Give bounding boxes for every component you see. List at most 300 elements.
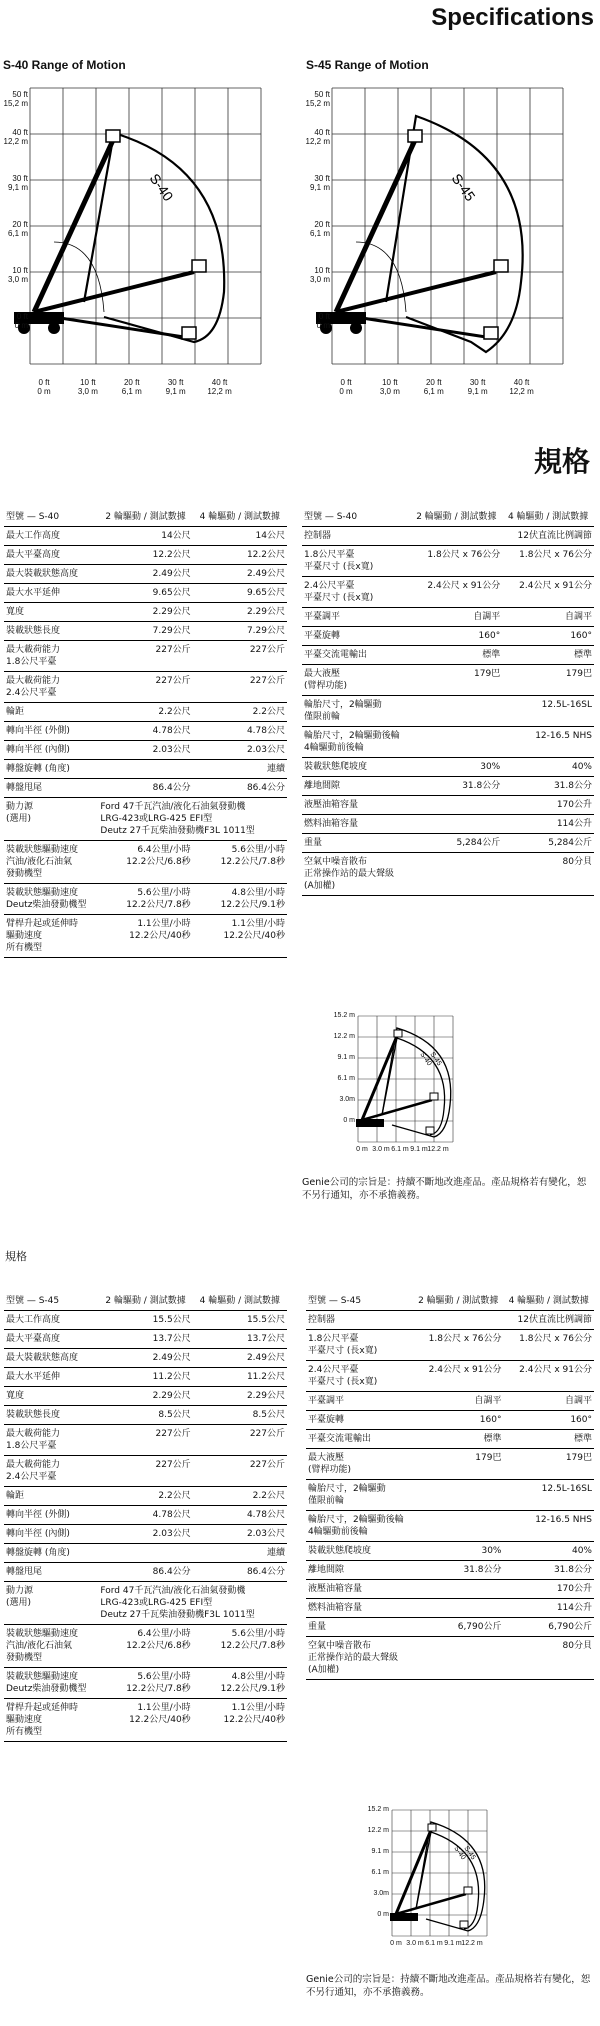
spec-value: 80分貝 — [413, 1637, 594, 1680]
y-tick-m: 3,0 m — [7, 275, 28, 284]
y-tick-label — [302, 174, 330, 192]
y-tick-ft: 10 ft — [314, 266, 330, 275]
platform-basket — [394, 1030, 402, 1037]
spec-label: 控制器 — [302, 527, 410, 546]
y-tick-ft: 20 ft — [12, 220, 28, 229]
chart-title-s40: S-40 Range of Motion — [3, 58, 126, 72]
spec-row — [302, 777, 594, 796]
platform-basket — [192, 260, 206, 272]
spec-value: 12-16.5 NHS — [413, 1511, 594, 1542]
spec-value: 5.6公里/小時 12.2公尺/7.8秒 — [98, 1668, 192, 1699]
spec-label: 臂桿升起或延伸時 驅動速度 所有機型 — [4, 1699, 98, 1742]
spec-row — [302, 546, 594, 577]
y-tick-ft: 0 ft — [318, 312, 330, 321]
platform-basket — [494, 260, 508, 272]
spec-row — [4, 1368, 287, 1387]
mini-y-tick: 9.1 m — [371, 1848, 389, 1855]
y-tick-m: 12,2 m — [305, 137, 330, 146]
x-tick-m: 12,2 m — [509, 387, 534, 396]
spec-row — [302, 758, 594, 777]
spec-label: 平臺旋轉 — [306, 1411, 413, 1430]
spec-row — [4, 565, 287, 584]
spec-value: 227公斤 — [98, 1425, 192, 1456]
spec-label: 平臺調平 — [306, 1392, 413, 1411]
spec-label: 最大載荷能力 2.4公尺平臺 — [4, 672, 98, 703]
column-header: 2 輪驅動 / 測試數據 — [98, 1292, 192, 1311]
mini-y-tick: 0 m — [377, 1911, 389, 1918]
mini-x-tick: 3.0 m — [406, 1940, 424, 1947]
spec-row — [4, 1625, 287, 1668]
spec-value: 2.4公尺 x 91公分 — [502, 577, 594, 608]
mini-x-tick: 9.1 m — [410, 1146, 428, 1153]
boom-horizontal — [396, 1894, 466, 1914]
spec-label: 輪胎尺寸，2輪驅動後輪 4輪驅動前後輪 — [302, 727, 410, 758]
spec-row — [302, 696, 594, 727]
y-tick-m: 12,2 m — [3, 137, 28, 146]
spec-value: 11.2公尺 — [193, 1368, 287, 1387]
spec-value: 12.5L-16SL — [413, 1480, 594, 1511]
y-tick-ft: 40 ft — [12, 128, 28, 137]
platform-basket — [430, 1093, 438, 1100]
spec-row — [306, 1392, 594, 1411]
platform-basket — [182, 327, 196, 339]
boom-horizontal — [34, 272, 194, 312]
spec-value: 2.49公尺 — [193, 1349, 287, 1368]
mini-y-tick: 12.2 m — [333, 1033, 355, 1040]
spec-row — [4, 841, 287, 884]
spec-value: 自調平 — [413, 1392, 503, 1411]
y-tick-m: 9,1 m — [7, 183, 28, 192]
spec-row — [4, 779, 287, 798]
spec-row — [302, 796, 594, 815]
spec-label: 轉向半徑 (外側) — [4, 722, 98, 741]
range-chart-svg — [0, 0, 290, 420]
spec-label: 最大載荷能力 1.8公尺平臺 — [4, 1425, 98, 1456]
spec-value: 7.29公尺 — [193, 622, 287, 641]
spec-value: 2.29公尺 — [98, 603, 192, 622]
y-tick-m: 3,0 m — [309, 275, 330, 284]
range-chart-s45 — [302, 0, 592, 420]
y-tick-label — [302, 128, 330, 146]
spec-label: 寬度 — [4, 1387, 98, 1406]
spec-value: 12伏直流比例調節 — [410, 527, 594, 546]
machine-base — [390, 1913, 418, 1921]
spec-table-s40-extra — [302, 508, 594, 896]
column-header: 4 輪驅動 / 測試數據 — [502, 508, 594, 527]
spec-value: 11.2公尺 — [98, 1368, 192, 1387]
spec-value: 4.78公尺 — [98, 1506, 192, 1525]
column-model: 型號 — S-40 — [4, 508, 98, 527]
spec-row — [302, 608, 594, 627]
section-label-zh: 規格 — [5, 1250, 27, 1263]
spec-label: 最大液壓 (臂桿功能) — [302, 665, 410, 696]
mini-model-label: S-45 — [462, 1845, 477, 1862]
spec-value: 1.1公里/小時 12.2公尺/40秒 — [193, 915, 287, 958]
mini-range-chart-2 — [356, 1802, 506, 1962]
spec-value: 標準 — [503, 1430, 594, 1449]
spec-label: 平臺旋轉 — [302, 627, 410, 646]
section-title-zh: 規格 — [533, 445, 590, 478]
motion-envelope — [386, 116, 523, 352]
x-tick-m: 9,1 m — [467, 387, 488, 396]
spec-value: 1.8公尺 x 76公分 — [502, 546, 594, 577]
spec-value: 2.49公尺 — [193, 565, 287, 584]
spec-row — [306, 1361, 594, 1392]
spec-label: 臂桿升起或延伸時 驅動速度 所有機型 — [4, 915, 98, 958]
x-tick-m: 0 m — [37, 387, 51, 396]
spec-value: 14公尺 — [98, 527, 192, 546]
spec-value: 6,790公斤 — [413, 1618, 503, 1637]
y-tick-m: 15,2 m — [305, 99, 330, 108]
spec-row — [4, 884, 287, 915]
spec-value: 4.8公里/小時 12.2公尺/9.1秒 — [193, 1668, 287, 1699]
spec-row — [302, 646, 594, 665]
x-tick-ft: 30 ft — [469, 378, 486, 387]
mini-x-tick: 12.2 m — [461, 1940, 483, 1947]
spec-label: 最大裝載狀態高度 — [4, 1349, 98, 1368]
spec-label: 最大平臺高度 — [4, 546, 98, 565]
spec-row — [4, 1349, 287, 1368]
spec-value: 1.1公里/小時 12.2公尺/40秒 — [98, 1699, 192, 1742]
y-tick-label — [302, 220, 330, 238]
spec-row — [302, 627, 594, 646]
spec-row — [302, 834, 594, 853]
spec-value: 227公斤 — [193, 672, 287, 703]
spec-value: 160° — [502, 627, 594, 646]
mini-x-tick: 0 m — [390, 1940, 402, 1947]
y-tick-m: 0 m — [14, 321, 28, 330]
spec-value: 114公升 — [413, 1599, 594, 1618]
spec-value: 30% — [410, 758, 502, 777]
spec-label: 平臺交流電輸出 — [302, 646, 410, 665]
spec-value: 9.65公尺 — [98, 584, 192, 603]
page-title: Specifications — [431, 4, 594, 31]
spec-value: 12-16.5 NHS — [410, 727, 594, 758]
chart-model-label: S-40 — [146, 170, 177, 204]
spec-value: 179巴 — [503, 1449, 594, 1480]
platform-basket — [484, 327, 498, 339]
spec-value: 40% — [502, 758, 594, 777]
column-header: 4 輪驅動 / 測試數據 — [503, 1292, 594, 1311]
x-tick-m: 6,1 m — [423, 387, 444, 396]
spec-row — [4, 603, 287, 622]
spec-label: 轉向半徑 (內側) — [4, 1525, 98, 1544]
spec-label: 平臺交流電輸出 — [306, 1430, 413, 1449]
y-tick-label — [302, 266, 330, 284]
mini-x-tick: 9.1 m — [444, 1940, 462, 1947]
column-header: 2 輪驅動 / 測試數據 — [98, 508, 192, 527]
platform-basket — [464, 1887, 472, 1894]
y-tick-ft: 50 ft — [12, 90, 28, 99]
column-model: 型號 — S-40 — [302, 508, 410, 527]
spec-value: 31.8公分 — [503, 1561, 594, 1580]
spec-value: 170公升 — [413, 1580, 594, 1599]
spec-label: 寬度 — [4, 603, 98, 622]
spec-value: 5.6公里/小時 12.2公尺/7.8秒 — [98, 884, 192, 915]
x-tick-m: 6,1 m — [121, 387, 142, 396]
spec-label: 轉向半徑 (外側) — [4, 1506, 98, 1525]
spec-row — [4, 703, 287, 722]
mini-x-tick: 12.2 m — [427, 1146, 449, 1153]
spec-value: 連續 — [98, 760, 287, 779]
platform-basket — [426, 1127, 434, 1134]
spec-value: 自調平 — [410, 608, 502, 627]
spec-label: 液壓油箱容量 — [306, 1580, 413, 1599]
column-header: 4 輪驅動 / 測試數據 — [193, 1292, 287, 1311]
spec-value: 標準 — [413, 1430, 503, 1449]
y-tick-ft: 30 ft — [12, 174, 28, 183]
spec-value: 12伏直流比例調節 — [413, 1311, 594, 1330]
spec-row — [302, 527, 594, 546]
boom-raised — [396, 1830, 431, 1914]
mini-chart-svg — [356, 1802, 506, 1962]
column-model: 型號 — S-45 — [306, 1292, 413, 1311]
spec-value: 31.8公分 — [410, 777, 502, 796]
y-tick-m: 15,2 m — [3, 99, 28, 108]
platform-basket — [408, 130, 422, 142]
spec-value: 2.2公尺 — [193, 703, 287, 722]
x-tick-label — [156, 378, 196, 396]
spec-row — [306, 1330, 594, 1361]
spec-row — [4, 546, 287, 565]
spec-value: 2.03公尺 — [98, 1525, 192, 1544]
spec-value: 2.03公尺 — [193, 1525, 287, 1544]
spec-value: 15.5公尺 — [193, 1311, 287, 1330]
spec-label: 裝載狀態驅動速度 Deutz柴油發動機型 — [4, 884, 98, 915]
spec-value: 12.2公尺 — [193, 546, 287, 565]
range-chart-s40 — [0, 0, 290, 420]
spec-label: 裝載狀態驅動速度 汽油/液化石油氣 發動機型 — [4, 841, 98, 884]
mini-model-label: S-40 — [418, 1051, 433, 1068]
spec-value: 179巴 — [502, 665, 594, 696]
spec-value: 8.5公尺 — [98, 1406, 192, 1425]
spec-label: 最大載荷能力 2.4公尺平臺 — [4, 1456, 98, 1487]
spec-label: 最大水平延伸 — [4, 584, 98, 603]
spec-value: 2.4公尺 x 91公分 — [410, 577, 502, 608]
spec-row — [306, 1480, 594, 1511]
spec-row — [4, 672, 287, 703]
x-tick-ft: 20 ft — [425, 378, 442, 387]
spec-value: 13.7公尺 — [98, 1330, 192, 1349]
spec-label: 2.4公尺平臺 平臺尺寸 (長x寬) — [302, 577, 410, 608]
spec-label: 裝載狀態驅動速度 汽油/液化石油氣 發動機型 — [4, 1625, 98, 1668]
x-tick-label — [24, 378, 64, 396]
spec-row — [4, 1544, 287, 1563]
spec-value: 4.78公尺 — [193, 1506, 287, 1525]
spec-value: 31.8公分 — [502, 777, 594, 796]
spec-row — [4, 1487, 287, 1506]
spec-label: 轉盤旋轉 (角度) — [4, 1544, 98, 1563]
y-tick-m: 0 m — [316, 321, 330, 330]
spec-value: 86.4公分 — [193, 779, 287, 798]
spec-value: 標準 — [502, 646, 594, 665]
x-tick-m: 9,1 m — [165, 387, 186, 396]
mini-x-tick: 0 m — [356, 1146, 368, 1153]
chart-title-s45: S-45 Range of Motion — [306, 58, 429, 72]
motion-envelope — [84, 133, 224, 342]
y-tick-ft: 40 ft — [314, 128, 330, 137]
y-tick-label — [0, 220, 28, 238]
platform-basket — [428, 1824, 436, 1831]
spec-value: 4.78公尺 — [98, 722, 192, 741]
spec-label: 轉盤旋轉 (角度) — [4, 760, 98, 779]
spec-row — [306, 1511, 594, 1542]
y-tick-ft: 50 ft — [314, 90, 330, 99]
spec-row — [4, 1563, 287, 1582]
spec-row — [4, 1406, 287, 1425]
y-tick-label — [302, 312, 330, 330]
mini-y-tick: 12.2 m — [367, 1827, 389, 1834]
spec-label: 離地間隙 — [306, 1561, 413, 1580]
platform-basket — [106, 130, 120, 142]
mini-model-label: S-40 — [452, 1845, 467, 1862]
spec-label: 最大平臺高度 — [4, 1330, 98, 1349]
spec-value: 1.8公尺 x 76公分 — [503, 1330, 594, 1361]
spec-value: 8.5公尺 — [193, 1406, 287, 1425]
spec-row-power — [4, 1582, 287, 1625]
spec-label: 最大水平延伸 — [4, 1368, 98, 1387]
spec-value: 連續 — [98, 1544, 287, 1563]
spec-value: 6.4公里/小時 12.2公尺/6.8秒 — [98, 1625, 192, 1668]
spec-value: 2.2公尺 — [98, 1487, 192, 1506]
spec-row — [306, 1618, 594, 1637]
spec-label: 最大液壓 (臂桿功能) — [306, 1449, 413, 1480]
spec-row — [302, 853, 594, 896]
spec-value: 160° — [413, 1411, 503, 1430]
spec-value: 227公斤 — [98, 672, 192, 703]
spec-value: 1.1公里/小時 12.2公尺/40秒 — [193, 1699, 287, 1742]
spec-row — [4, 584, 287, 603]
x-tick-label — [458, 378, 498, 396]
spec-value: 160° — [410, 627, 502, 646]
spec-label: 動力源 (選用) — [4, 1582, 98, 1625]
spec-label: 轉盤甩尾 — [4, 779, 98, 798]
wheel — [48, 322, 60, 334]
spec-row — [4, 741, 287, 760]
spec-label: 最大載荷能力 1.8公尺平臺 — [4, 641, 98, 672]
y-tick-label — [0, 90, 28, 108]
spec-value: 227公斤 — [193, 1425, 287, 1456]
boom-raised — [362, 1036, 397, 1120]
spec-value: 6,790公斤 — [503, 1618, 594, 1637]
y-tick-label — [0, 174, 28, 192]
mini-y-tick: 3.0m — [373, 1890, 389, 1897]
column-header: 4 輪驅動 / 測試數據 — [193, 508, 287, 527]
spec-row — [4, 1525, 287, 1544]
spec-row — [4, 527, 287, 546]
spec-row — [306, 1599, 594, 1618]
spec-label: 裝載狀態爬坡度 — [306, 1542, 413, 1561]
spec-value: 4.78公尺 — [193, 722, 287, 741]
spec-value: 227公斤 — [98, 1456, 192, 1487]
spec-label: 2.4公尺平臺 平臺尺寸 (長x寬) — [306, 1361, 413, 1392]
spec-value: 12.5L-16SL — [410, 696, 594, 727]
mini-x-tick: 6.1 m — [425, 1940, 443, 1947]
spec-label: 燃料油箱容量 — [306, 1599, 413, 1618]
spec-row — [4, 1699, 287, 1742]
y-tick-ft: 10 ft — [12, 266, 28, 275]
x-tick-ft: 10 ft — [80, 378, 96, 387]
spec-row — [306, 1430, 594, 1449]
spec-table-s40-basic — [4, 508, 287, 958]
column-model: 型號 — S-45 — [4, 1292, 98, 1311]
spec-row — [4, 1456, 287, 1487]
mini-chart-svg — [322, 1008, 472, 1168]
x-tick-m: 12,2 m — [207, 387, 232, 396]
x-tick-ft: 0 ft — [38, 378, 50, 387]
spec-value: 2.2公尺 — [98, 703, 192, 722]
mini-y-tick: 15.2 m — [333, 1012, 355, 1019]
boom-horizontal — [336, 272, 496, 312]
spec-row — [4, 1506, 287, 1525]
y-tick-ft: 0 ft — [16, 312, 28, 321]
spec-label: 重量 — [306, 1618, 413, 1637]
spec-value: 自調平 — [502, 608, 594, 627]
spec-value: 2.49公尺 — [98, 1349, 192, 1368]
spec-value: 114公升 — [410, 815, 594, 834]
spec-row — [306, 1561, 594, 1580]
range-chart-svg — [302, 0, 592, 420]
spec-value: 227公斤 — [193, 641, 287, 672]
x-tick-label — [68, 378, 108, 396]
mini-y-tick: 3.0m — [339, 1096, 355, 1103]
y-tick-ft: 30 ft — [314, 174, 330, 183]
spec-value: 31.8公分 — [413, 1561, 503, 1580]
spec-value: 30% — [413, 1542, 503, 1561]
y-tick-ft: 20 ft — [314, 220, 330, 229]
spec-value: 80分貝 — [410, 853, 594, 896]
spec-row — [4, 1311, 287, 1330]
y-tick-label — [0, 312, 28, 330]
spec-row — [306, 1311, 594, 1330]
spec-label: 1.8公尺平臺 平臺尺寸 (長x寬) — [306, 1330, 413, 1361]
mini-y-tick: 6.1 m — [371, 1869, 389, 1876]
spec-value: 1.8公尺 x 76公分 — [413, 1330, 503, 1361]
mini-y-tick: 15.2 m — [367, 1806, 389, 1813]
spec-value: 9.65公尺 — [193, 584, 287, 603]
spec-label: 最大裝載狀態高度 — [4, 565, 98, 584]
spec-value: 12.2公尺 — [98, 546, 192, 565]
mini-model-label: S-45 — [428, 1051, 443, 1068]
spec-row — [302, 665, 594, 696]
spec-row — [4, 1425, 287, 1456]
spec-label: 空氣中噪音散布 正常操作站的最大聲級 (A加權) — [302, 853, 410, 896]
spec-value: 2.49公尺 — [98, 565, 192, 584]
spec-label: 燃料油箱容量 — [302, 815, 410, 834]
spec-value: 86.4公分 — [98, 1563, 192, 1582]
spec-value: 2.2公尺 — [193, 1487, 287, 1506]
spec-label: 輪距 — [4, 1487, 98, 1506]
mini-range-chart-1 — [322, 1008, 472, 1168]
spec-table-s45-extra — [306, 1292, 594, 1680]
spec-row — [306, 1637, 594, 1680]
spec-value: 227公斤 — [193, 1456, 287, 1487]
x-tick-m: 3,0 m — [77, 387, 98, 396]
boom-raised — [34, 138, 114, 312]
spec-value: 160° — [503, 1411, 594, 1430]
x-tick-ft: 40 ft — [211, 378, 228, 387]
spec-row — [306, 1542, 594, 1561]
spec-value: 6.4公里/小時 12.2公尺/6.8秒 — [98, 841, 192, 884]
spec-label: 輪胎尺寸，2輪驅動後輪 4輪驅動前後輪 — [306, 1511, 413, 1542]
spec-label: 空氣中噪音散布 正常操作站的最大聲級 (A加權) — [306, 1637, 413, 1680]
y-tick-m: 6,1 m — [309, 229, 330, 238]
spec-value: 179巴 — [413, 1449, 503, 1480]
spec-value: 5,284公斤 — [410, 834, 502, 853]
spec-label: 最大工作高度 — [4, 1311, 98, 1330]
mini-y-tick: 6.1 m — [337, 1075, 355, 1082]
spec-value: 2.4公尺 x 91公分 — [413, 1361, 503, 1392]
